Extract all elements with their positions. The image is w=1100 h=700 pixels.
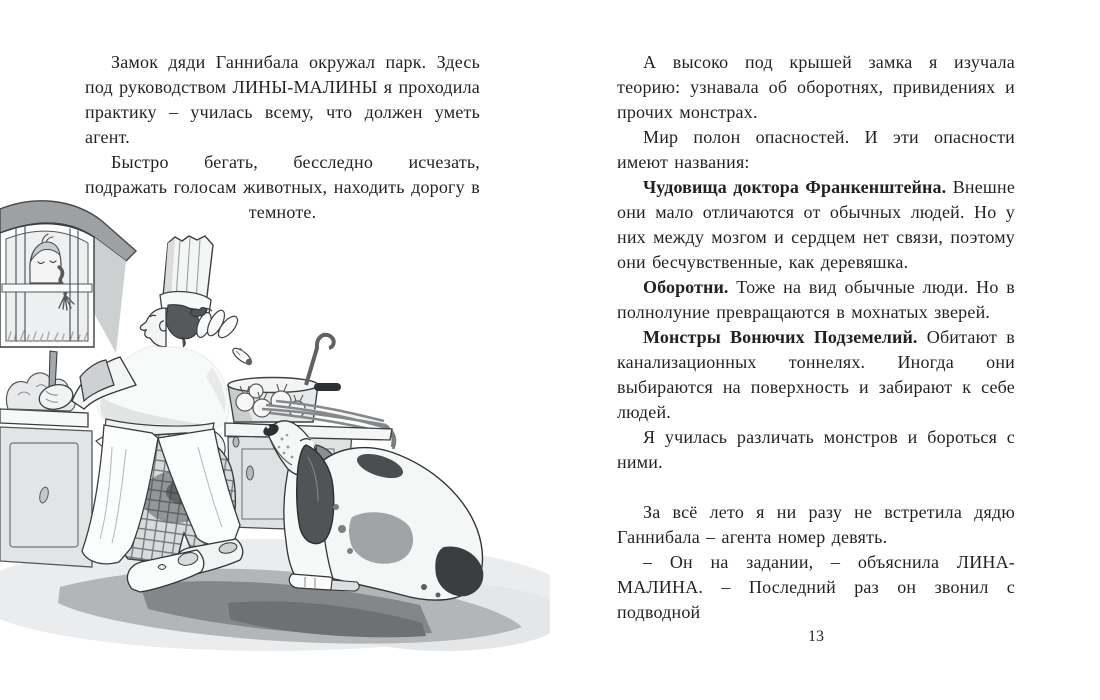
paragraph: Я училась различать монстров и бороться с ними. — [617, 427, 1015, 472]
paragraph: Замок дяди Ганнибала окружал парк. Здесь под руководством ЛИНЫ-МАЛИНЫ я проходила практику – училась всему, что должен уметь агент. — [85, 52, 480, 147]
knife — [49, 351, 57, 389]
drawer-handle-2 — [233, 437, 239, 447]
paragraph: Монстры Вонючих Подземелий. Обитают в канализационных тоннелях. Иногда они выбираются на поверхность и забирают к себе людей. — [617, 327, 1015, 422]
kitchen-illustration-svg — [0, 195, 550, 655]
dog-spot-1 — [338, 525, 346, 533]
paragraph: Быстро бегать, бесследно исчезать, подражать голосам животных, находить дорогу в темноте. — [85, 152, 480, 222]
right-page — [550, 0, 1100, 700]
dog-nose-glint — [267, 426, 270, 429]
paragraph: Мир полон опасностей. И эти опасности имеют названия: — [617, 127, 1015, 172]
paragraph: Оборотни. Тоже на вид обычные люди. Но в полнолуние превращаются в мохнатых зверей. — [617, 277, 1015, 322]
dog-paw-back — [331, 580, 359, 591]
paragraph: Чудовища доктора Франкенштейна. Внешне они мало отличаются от обычных людей. Но у них между мозгом и сердцем нет связи, поэтому они бесчувственные, как деревяшка. — [617, 177, 1016, 272]
slipper-bow — [158, 565, 166, 570]
pot-handle — [314, 383, 341, 391]
dog-paw — [289, 574, 333, 590]
window — [0, 201, 136, 353]
dog-spot-4 — [421, 584, 427, 590]
chef-hat — [160, 236, 213, 314]
dog — [261, 421, 483, 600]
page-number: 13 — [808, 628, 824, 645]
dog-spot-2 — [347, 548, 353, 554]
falling-morsel — [231, 346, 254, 367]
right-page-text — [617, 50, 1015, 625]
paragraph: За всё лето я ни разу не встретила дядю Ганнибала – агента номер девять. — [617, 502, 1015, 547]
dog-spot-3 — [333, 504, 339, 510]
drawer-handle-1 — [247, 466, 254, 480]
counter-top-left — [0, 409, 88, 427]
chef-face — [140, 308, 166, 347]
paragraph: – Он на задании, – объяснила ЛИНА-МАЛИНА. – Последний раз он звонил с подводной — [617, 552, 1015, 622]
paragraph: А высоко под крышей замка я изучала теорию: узнавала об оборотнях, привидениях и прочих монстрах. — [617, 52, 1015, 122]
dog-spot-5 — [436, 593, 441, 598]
kitchen-illustration — [0, 195, 550, 655]
ladle — [306, 335, 334, 385]
